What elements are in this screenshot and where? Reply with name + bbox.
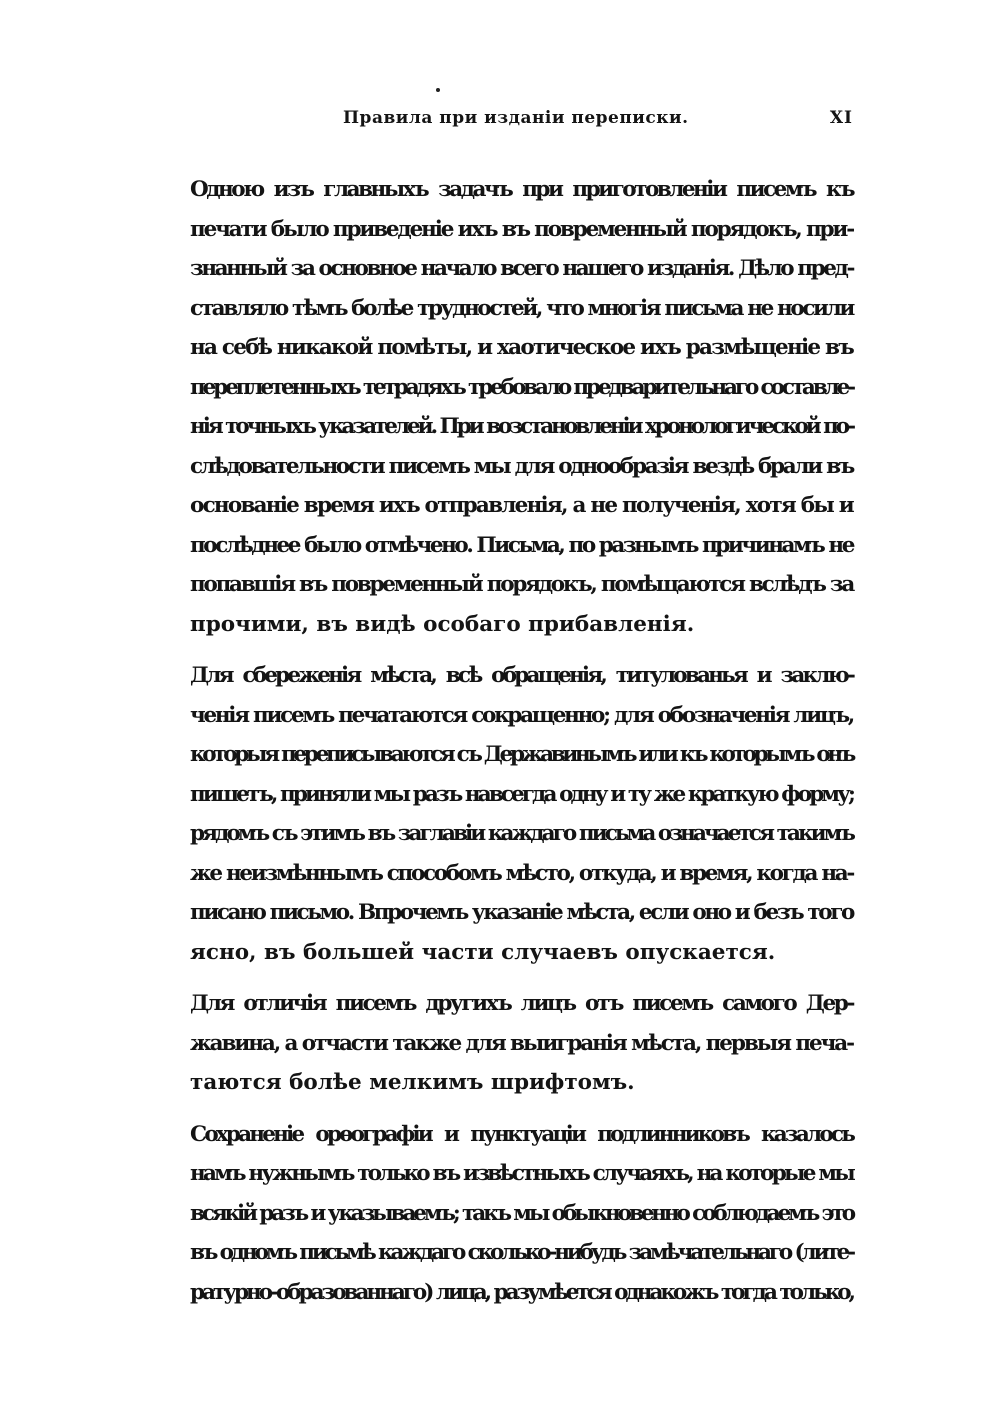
text-line: Одною изъ главныхъ задачъ при приготовленіи писемъ къ bbox=[190, 177, 853, 202]
text-line: прочими, въ видѣ особаго прибавленія. bbox=[190, 611, 695, 637]
text-line: Для сбереженія мѣста, всѣ обращенія, титулованья и заклю- bbox=[190, 663, 853, 688]
paragraph-1 bbox=[148, 170, 853, 644]
body-text bbox=[148, 170, 853, 1312]
text-line: знанный за основное начало всего нашего изданія. Дѣло пред- bbox=[190, 256, 853, 281]
text-line: ставляло тѣмъ болѣе трудностей, что многія письма не носили bbox=[190, 295, 853, 321]
text-line: намъ нужнымъ только въ извѣстныхъ случаяхъ, на которые мы bbox=[190, 1161, 853, 1186]
text-line: жавина, а отчасти также для выигранія мѣста, первыя печа- bbox=[190, 1030, 853, 1056]
text-line: попавшія въ повременный порядокъ, помѣщаются вслѣдъ за bbox=[190, 572, 853, 597]
text-line: послѣднее было отмѣчено. Письма, по разнымъ причинамъ не bbox=[190, 532, 853, 558]
text-line: таются болѣе мелкимъ шрифтомъ. bbox=[190, 1070, 635, 1095]
page-number: XI bbox=[829, 108, 853, 128]
running-title: Правила при изданіи переписки. bbox=[343, 108, 689, 128]
running-head bbox=[148, 108, 853, 138]
text-line: въ одномъ письмѣ каждаго сколько-нибудь замѣчательнаго (лите- bbox=[190, 1240, 853, 1265]
paragraph-2 bbox=[148, 656, 853, 972]
paragraph-3 bbox=[148, 984, 853, 1103]
text-line: которыя переписываются съ Державинымъ или къ которымъ онъ bbox=[190, 742, 853, 767]
text-line: слѣдовательности писемъ мы для однообразія вездѣ брали въ bbox=[190, 453, 853, 479]
text-line: ченія писемъ печатаются сокращенно; для обозначенія лицъ, bbox=[190, 702, 853, 728]
text-line: печати было приведеніе ихъ въ повременный порядокъ, при- bbox=[190, 216, 853, 242]
text-line: Для отличія писемъ другихъ лицъ отъ писемъ самого Дер- bbox=[190, 991, 853, 1016]
text-line: всякій разъ и указываемъ; такъ мы обыкновенно соблюдаемъ это bbox=[190, 1200, 853, 1226]
text-line: ратурно-образованнаго) лица, разумѣется однакожъ тогда только, bbox=[190, 1279, 853, 1305]
text-line: пишетъ, приняли мы разъ навсегда одну и ту же краткую форму; bbox=[190, 781, 854, 807]
text-line: писано письмо. Впрочемъ указаніе мѣста, если оно и безъ того bbox=[190, 900, 853, 925]
text-line: нія точныхъ указателей. При возстановленіи хронологической по- bbox=[190, 414, 853, 439]
text-line: Сохраненіе орѳографіи и пунктуаціи подлинниковъ казалось bbox=[190, 1121, 853, 1147]
paragraph-4 bbox=[148, 1115, 853, 1313]
text-line: основаніе время ихъ отправленія, а не полученія, хотя бы и bbox=[190, 493, 853, 518]
text-line: на себѣ никакой помѣты, и хаотическое ихъ размѣщеніе въ bbox=[190, 335, 853, 360]
text-line: переплетенныхъ тетрадяхъ требовало предварительнаго составле- bbox=[190, 374, 853, 400]
text-line: рядомъ съ этимъ въ заглавіи каждаго письма означается такимъ bbox=[190, 821, 853, 846]
text-line: ясно, въ большей части случаевъ опускается. bbox=[190, 939, 776, 965]
text-line: же неизмѣннымъ способомъ мѣсто, откуда, и время, когда на- bbox=[190, 860, 853, 886]
print-speck bbox=[436, 88, 440, 92]
